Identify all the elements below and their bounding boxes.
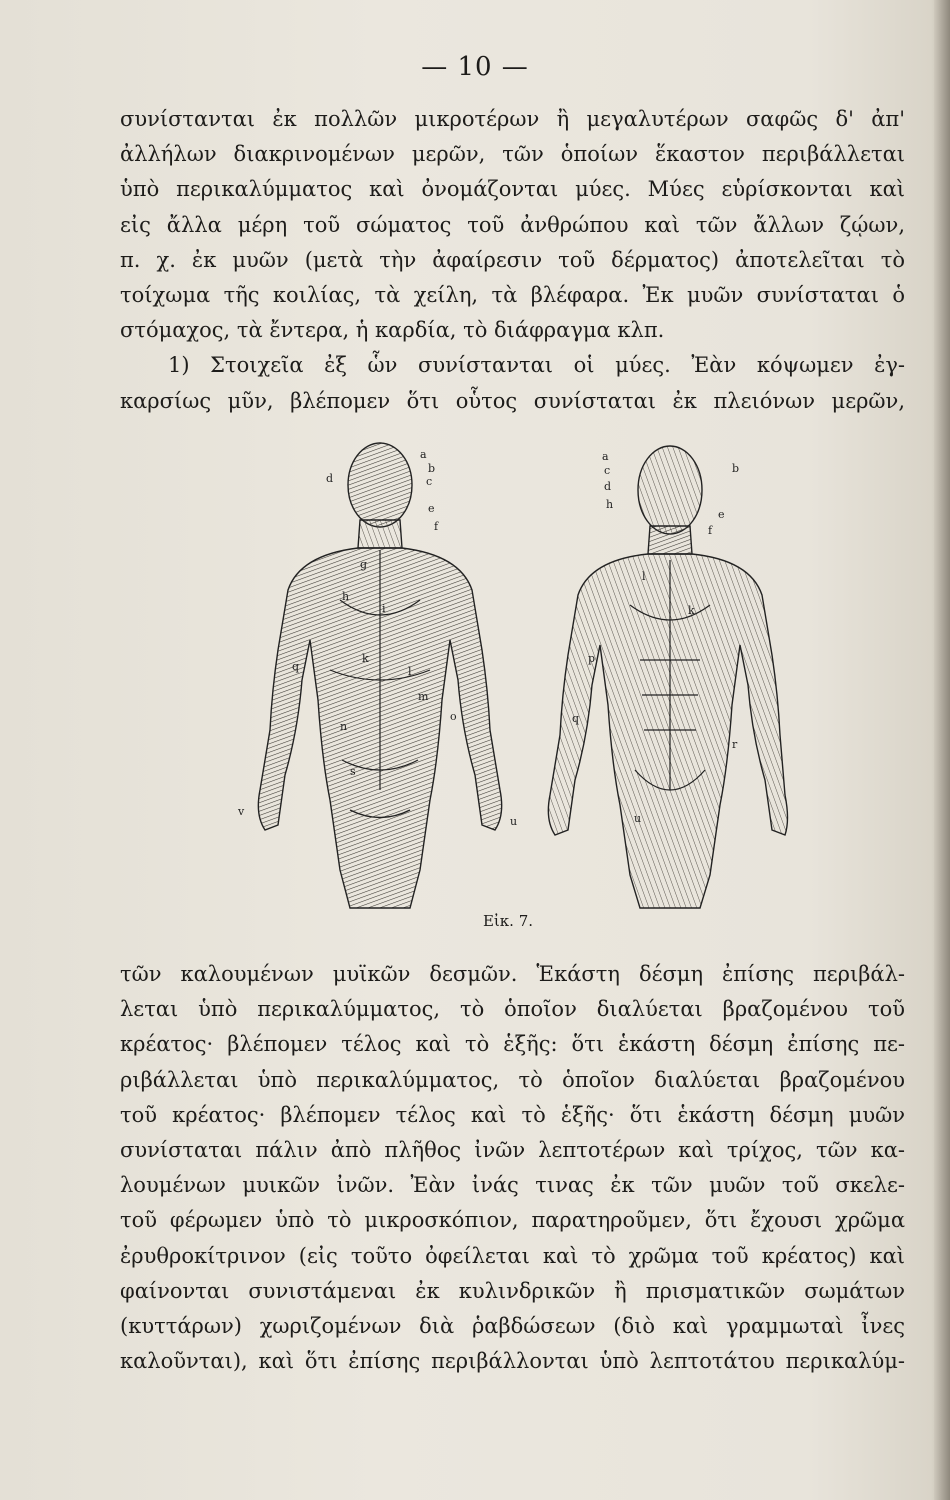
text-line: ἀλλήλων διακρινομένων μερῶν, τῶν ὁποίων ἕκαστον περιβάλλεται [120,142,905,167]
figure-label-back: n [340,720,348,733]
figure-label-back: a [420,448,427,461]
figure-label-back: i [382,602,386,615]
figure-label-front: d [604,480,612,493]
figure-label-front: k [688,604,695,617]
text-line: ἐρυθροκίτρινον (εἰς τοῦτο ὀφείλεται καὶ τὸ χρῶμα τοῦ κρέατος) καὶ [120,1243,905,1268]
figure-label-front: l [642,570,646,583]
text-line: τοῦ φέρωμεν ὑπὸ τὸ μικροσκόπιον, παρατηροῦμεν, ὅτι ἔχουσι χρῶμα [120,1208,905,1233]
figure-label-front: q [572,712,580,725]
figure-label-back: h [342,590,350,603]
bottom-paragraph [120,957,905,1379]
front-view-figure [548,446,787,908]
figure-label-back: c [426,475,433,488]
figure-label-back: l [408,665,412,678]
text-line: λεται ὑπὸ περικαλύμματος, τὸ ὁποῖον διαλύεται βραζομένου τοῦ [120,997,905,1022]
figure-label-front: f [708,524,713,537]
figure-label-back: b [428,462,436,475]
text-line: εἰς ἄλλα μέρη τοῦ σώματος τοῦ ἀνθρώπου καὶ τῶν ἄλλων ζῴων, [120,212,905,237]
figure-label-front: h [606,498,614,511]
figure-caption [0,912,950,930]
text-line: κρέατος· βλέπομεν τέλος καὶ τὸ ἑξῆς: ὅτι ἑκάστη δέσμη ἐπίσης πε- [120,1032,905,1057]
figure-label-front: p [588,652,596,665]
figure-label-back: u [510,815,518,828]
back-view-figure [258,443,501,908]
figure-label-front: c [604,464,611,477]
text-line: συνίσταται πάλιν ἀπὸ πλῆθος ἰνῶν λεπτοτέρων καὶ τρίχος, τῶν κα- [120,1138,905,1163]
figure-label-front: e [718,508,725,521]
text-line: ὑπὸ περικαλύμματος καὶ ὀνομάζονται μύες. Μύες εὑρίσκονται καὶ [120,177,905,202]
figure-label-back: o [450,710,457,723]
text-line: καλοῦνται), καὶ ὅτι ἐπίσης περιβάλλονται ὑπὸ λεπτοτάτου περικαλύμ- [120,1349,905,1374]
figure-label-front: r [732,738,738,751]
figure-label-front: u [634,812,642,825]
text-line: (κυττάρων) χωριζομένων διὰ ῥαβδώσεων (διὸ καὶ γραμμωταὶ ἶνες [120,1314,905,1339]
text-line: τῶν καλουμένων μυϊκῶν δεσμῶν. Ἑκάστη δέσμη ἐπίσης περιβάλ- [120,962,905,986]
section-heading-line: 1) Στοιχεῖα ἐξ ὧν συνίστανται οἱ μύες. Ἐὰν κόψωμεν ἐγ- [168,353,905,378]
text-line: λουμένων μυικῶν ἰνῶν. Ἐὰν ἰνάς τινας ἐκ τῶν μυῶν τοῦ σκελε- [120,1173,905,1198]
figure-label-front: b [732,462,740,475]
figure-caption-text: Εἰκ. 7. [482,912,534,930]
figure-label-back: q [292,660,300,673]
figure-label-back: d [326,472,334,485]
figure-label-front: a [602,450,609,463]
text-line: φαίνονται συνιστάμεναι ἐκ κυλινδρικῶν ἢ πρισματικῶν σωμάτων [120,1278,905,1303]
text-line: τοῦ κρέατος· βλέπομεν τέλος καὶ τὸ ἑξῆς· ὅτι ἑκάστη δέσμη μυῶν [120,1102,905,1127]
figure-label-back: v [238,805,245,818]
top-paragraph [120,102,905,419]
text-line: συνίστανται ἐκ πολλῶν μικροτέρων ἢ μεγαλυτέρων σαφῶς δ' ἀπ' [120,107,905,131]
figure-label-back: s [350,765,356,778]
figure-label-back: f [434,520,439,533]
figure-label-back: g [360,558,368,571]
text-line: τοίχωμα τῆς κοιλίας, τὰ χείλη, τὰ βλέφαρα. Ἐκ μυῶν συνίσταται ὁ [120,283,905,308]
text-line: π. χ. ἐκ μυῶν (μετὰ τὴν ἀφαίρεσιν τοῦ δέρματος) ἀποτελεῖται τὸ [120,247,905,272]
page-edge-shadow [934,0,950,1500]
text-line: καρσίως μῦν, βλέπομεν ὅτι οὗτος συνίσταται ἐκ πλειόνων μερῶν, [120,388,905,413]
page-number: — 10 — [421,52,529,82]
anatomy-figure [230,430,790,910]
figure-label-back: m [418,690,429,703]
text-line: ριβάλλεται ὑπὸ περικαλύμματος, τὸ ὁποῖον διαλύεται βραζομένου [120,1067,905,1092]
figure-label-back: k [362,652,369,665]
text-line: στόμαχος, τὰ ἔντερα, ἡ καρδία, τὸ διάφραγμα κλπ. [120,318,665,343]
figure-label-back: e [428,502,435,515]
